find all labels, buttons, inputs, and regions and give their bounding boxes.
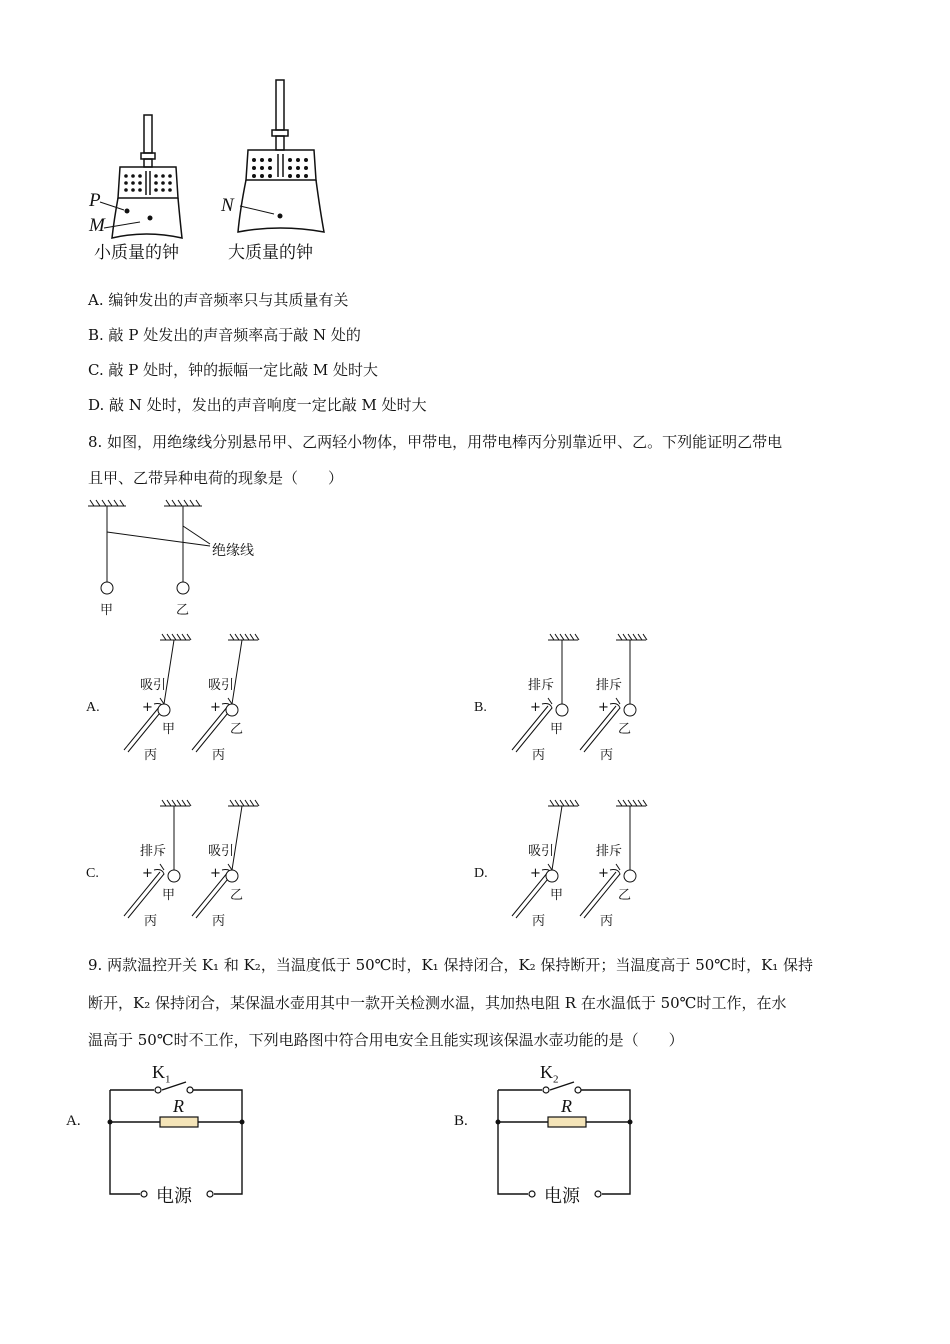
left-plus: + (530, 700, 541, 715)
yi-label: 乙 (230, 888, 244, 903)
circuit-option-a[interactable] (66, 1060, 268, 1207)
q8-stem-line1: 8. 如图，用绝缘线分别悬吊甲、乙两轻小物体，甲带电，用带电棒丙分别靠近甲、乙。下列能证明乙带电 (88, 433, 783, 451)
circuit-drawing (88, 1060, 268, 1200)
jia-label: 甲 (162, 888, 176, 903)
switch-label: $K_2$ (540, 1062, 559, 1086)
right-bing-label: 丙 (212, 748, 226, 763)
power-source-label: 电源 (156, 1186, 192, 1207)
label-n: N (221, 195, 234, 216)
q9-stem-line3: 温高于 50℃时不工作，下列电路图中符合用电安全且能实现该保温水壶功能的是（ ） (88, 1031, 684, 1049)
option-letter: D. (474, 866, 488, 881)
option-letter: A. (86, 700, 100, 715)
circuit-option-b[interactable] (454, 1060, 656, 1207)
power-source-label: 电源 (544, 1186, 580, 1207)
yi-label: 乙 (618, 888, 632, 903)
jia-label: 甲 (162, 722, 176, 737)
right-effect-label: 吸引 (208, 678, 235, 693)
yi-label: 乙 (230, 722, 244, 737)
right-bing-label: 丙 (600, 914, 614, 929)
q8-option-drawing (84, 798, 284, 928)
resistor-label: R (561, 1096, 572, 1116)
right-bing-label: 丙 (212, 914, 226, 929)
yi-label: 乙 (618, 722, 632, 737)
q7-option-a: A. 编钟发出的声音频率只与其质量有关 (88, 291, 349, 309)
q8-option-drawing (472, 798, 672, 928)
q8-option-b[interactable] (472, 632, 672, 762)
label-m: M (89, 215, 105, 236)
large-bell-caption: 大质量的钟 (228, 243, 313, 263)
jia-label: 甲 (550, 888, 564, 903)
left-effect-label: 吸引 (140, 678, 167, 693)
q7-option-c: C. 敲 P 处时，钟的振幅一定比敲 M 处时大 (88, 361, 379, 379)
q7-option-d: D. 敲 N 处时，发出的声音响度一定比敲 M 处时大 (88, 396, 427, 414)
resistor-label: R (173, 1096, 184, 1116)
q8-option-a[interactable] (84, 632, 284, 762)
right-plus: + (598, 866, 609, 881)
q7-option-b: B. 敲 P 处发出的声音频率高于敲 N 处的 (88, 326, 361, 344)
thread-label: 绝缘线 (212, 543, 254, 559)
q8-option-drawing (84, 632, 284, 762)
option-letter: A. (66, 1113, 81, 1129)
label-p: P (89, 190, 101, 211)
jia-label: 甲 (550, 722, 564, 737)
circuit-drawing (476, 1060, 656, 1200)
left-plus: + (142, 700, 153, 715)
q9-stem-line1: 9. 两款温控开关 K₁ 和 K₂，当温度低于 50℃时，K₁ 保持闭合，K₂ 保持断开；当温度高于 50℃时，K₁ 保持 (88, 956, 814, 974)
switch-subscript: 2 (553, 1073, 559, 1086)
right-plus: + (210, 700, 221, 715)
q9-stem-line2: 断开，K₂ 保持闭合，某保温水壶用其中一款开关检测水温，其加热电阻 R 在水温低于 50℃时工作，在水 (88, 994, 787, 1012)
right-bing-label: 丙 (600, 748, 614, 763)
q8-main-figure (84, 498, 284, 618)
left-effect-label: 吸引 (528, 844, 555, 859)
option-letter: B. (454, 1113, 468, 1129)
right-plus: + (598, 700, 609, 715)
right-effect-label: 吸引 (208, 844, 235, 859)
q8-stem-line2: 且甲、乙带异种电荷的现象是（ ） (88, 469, 344, 487)
left-bing-label: 丙 (144, 914, 158, 929)
right-effect-label: 排斥 (596, 844, 623, 859)
yi-label: 乙 (176, 603, 190, 618)
option-letter: B. (474, 700, 487, 715)
bells-figure (80, 70, 360, 270)
switch-subscript: 1 (165, 1073, 171, 1086)
left-plus: + (142, 866, 153, 881)
option-letter: C. (86, 866, 99, 881)
left-plus: + (530, 866, 541, 881)
small-bell-caption: 小质量的钟 (94, 243, 179, 263)
left-effect-label: 排斥 (528, 678, 555, 693)
right-plus: + (210, 866, 221, 881)
q8-option-d[interactable] (472, 798, 672, 928)
right-effect-label: 排斥 (596, 678, 623, 693)
left-bing-label: 丙 (144, 748, 158, 763)
q8-option-c[interactable] (84, 798, 284, 928)
switch-label: $K_1$ (152, 1062, 171, 1086)
left-bing-label: 丙 (532, 748, 546, 763)
left-effect-label: 排斥 (140, 844, 167, 859)
jia-label: 甲 (100, 603, 114, 618)
q8-option-drawing (472, 632, 672, 762)
left-bing-label: 丙 (532, 914, 546, 929)
